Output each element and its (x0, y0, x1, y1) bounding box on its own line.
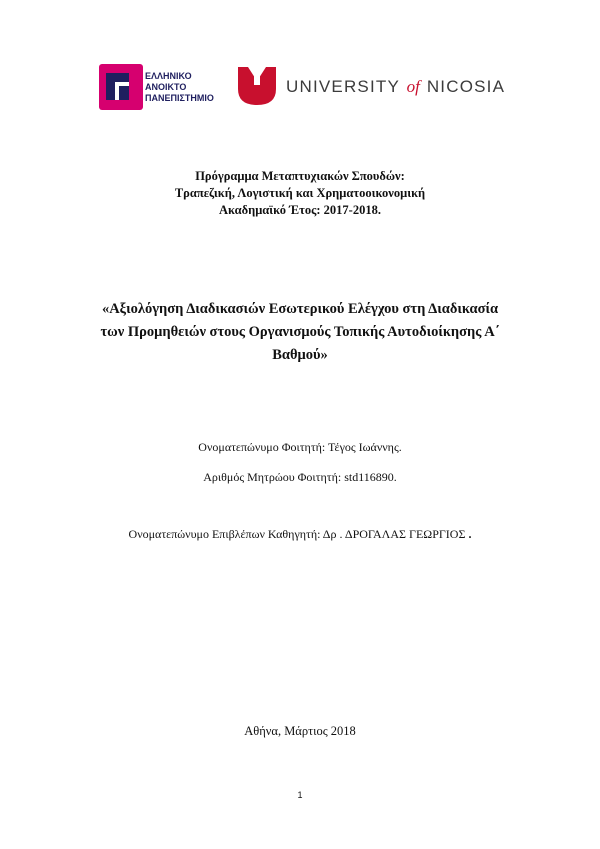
student-name: Ονοματεπώνυμο Φοιτητή: Τέγος Ιωάννης. (198, 440, 402, 454)
supervisor-line (0, 526, 600, 542)
unic-logo (238, 67, 506, 107)
eap-logo (99, 64, 229, 112)
eap-logo-line: ΕΛΛΗΝΙΚΟ (145, 71, 192, 81)
unic-logo-text (286, 77, 505, 97)
eap-logo-line: ΠΑΝΕΠΙΣΤΗΜΙΟ (145, 93, 214, 103)
unic-logo-mark-icon (238, 67, 276, 105)
supervisor-dot: . (465, 527, 472, 541)
place-date: Αθήνα, Μάρτιος 2018 (244, 724, 356, 738)
academic-year: Ακαδημαϊκό Έτος: 2017-2018. (219, 203, 381, 217)
unic-word-nicosia: NICOSIA (426, 77, 506, 96)
thesis-title (0, 298, 600, 367)
unic-word-university: UNIVERSITY (286, 77, 400, 96)
thesis-title-line: Βαθμού» (272, 347, 328, 363)
unic-word-of: of (406, 77, 420, 96)
student-id: Αριθμός Μητρώου Φοιτητή: std116890. (203, 470, 397, 484)
program-heading (0, 168, 600, 219)
thesis-title-line: των Προμηθειών στους Οργανισμούς Τοπικής Αυτοδιοίκησης Α΄ (100, 324, 500, 340)
page-number: 1 (297, 790, 303, 800)
eap-logo-line: ΑΝΟΙΚΤΟ (145, 82, 187, 92)
program-line: Πρόγραμμα Μεταπτυχιακών Σπουδών: (195, 169, 405, 183)
supervisor-text: Ονοματεπώνυμο Επιβλέπων Καθηγητή: Δρ . ΔΡΟΓΑΛΑΣ ΓΕΩΡΓΙΟΣ (128, 527, 466, 541)
thesis-title-line: «Αξιολόγηση Διαδικασιών Εσωτερικού Ελέγχου στη Διαδικασία (101, 301, 499, 317)
eap-logo-mark-icon (99, 64, 143, 110)
eap-logo-text (145, 71, 214, 104)
program-line: Τραπεζική, Λογιστική και Χρηματοοικονομική (174, 186, 426, 200)
